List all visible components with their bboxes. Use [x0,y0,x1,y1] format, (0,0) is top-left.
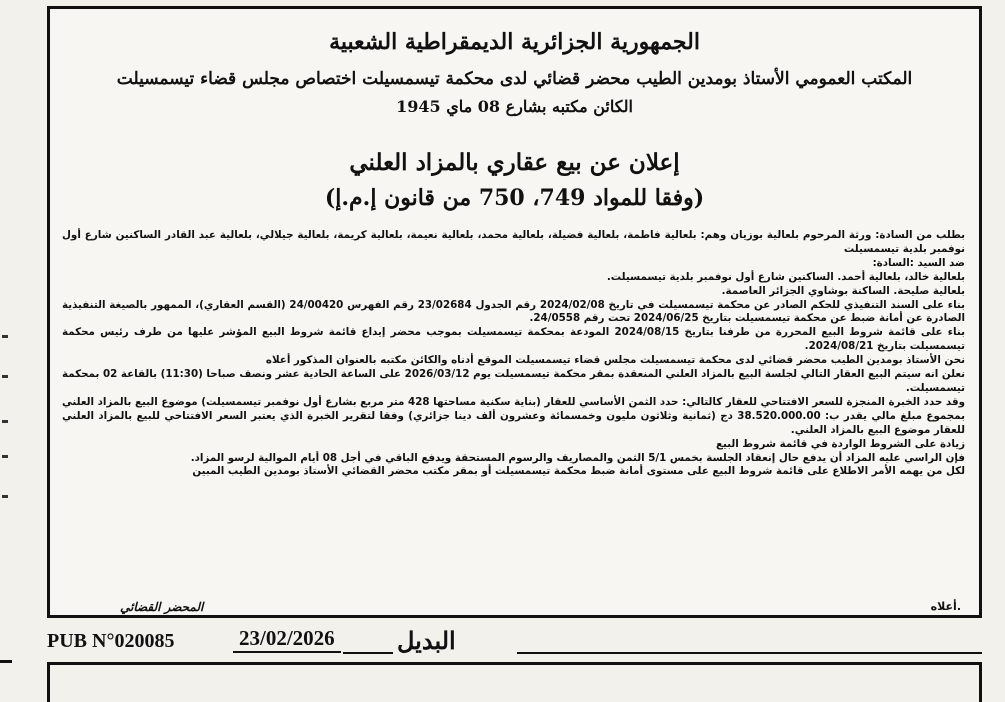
body-paragraph: ضد السيد :السادة: [872,256,965,269]
left-margin-marks [0,0,10,691]
publication-date: 23/02/2026 [233,626,341,653]
announcement-title: إعلان عن بيع عقاري بالمزاد العلني [349,149,680,176]
footer-rule [343,652,393,654]
body-paragraph: نعلن انه سيتم البيع العقار التالي لجلسة البيع بالمزاد العلني المنعقدة بمقر محكمة تيسمسيلت يوم 2026/03/12 على الساعة الحادية عشر ونصف صباحا (11:30) بالقاعة 02 بمحكمة تيسمسيلت. [62,368,966,394]
body-paragraph: زيادة على الشروط الواردة في قائمة شروط البيع [715,437,965,450]
announcement-subtitle: (وفقا للمواد 749، 750 من قانون إ.م.إ) [324,185,705,211]
body-paragraph: بناء على السند التنفيذي للحكم الصادر عن محكمة تيسمسيلت في تاريخ 2024/02/08 رقم الجدول 23/02684 رقم الفهرس 24/00420 (القسم العقاري)، الممهور بالصيغة التنفيذية الصادرة عن أمانة ضبط عن محكمة تيسمسيلت بتاريخ 2024/06/25 تحت رقم 24/0558. [62,298,966,325]
publication-footer [47,622,982,656]
announcement-body [62,229,965,479]
body-paragraph: فإن الراسي عليه المزاد أن يدفع حال إنعقاد الجلسة بخمس 5/1 الثمن والمصاريف والرسوم المستحقة ويدفع الباقي في أجل 08 أيام الموالية لرسو المزاد. [190,451,965,464]
office-address: الكائن مكتبه بشارع 08 ماي 1945 [396,97,633,116]
body-paragraph: بطلب من السادة: ورثة المرحوم بلعالية بوزيان وهم: بلعالية فاطمة، بلعالية فضيلة، بلعالية محمد، بلعالية نعيمة، بلعالية كريمة، بلعالية جيلالي، بلعالية عبد القادر الساكنين شارع أول نوفمبر بلدية تيسمسيلت [62,229,965,255]
office-heading: المكتب العمومي الأستاذ بومدين الطيب محضر قضائي لدى محكمة تيسمسيلت اختصاص مجلس قضاء تيسمسيلت [116,69,913,89]
body-paragraph: وقد حدد الخبرة المنجزة للسعر الافتتاحي للعقار كالتالي: حدد الثمن الأساسي للعقار (بناية سكنية مساحتها 428 متر مربع بشارع أول نوفمبر تيسمسيلت) موضوع البيع بالمزاد العلني بمجموع مبلغ مالي يقدر ب: 38.520.000.00 دج (ثمانية وثلاثون مليون وخمسمائة وعشرون ألف دينا جزائري) وفقا لتقرير الخبرة الذي يعتبر السعر الافتتاحي للبيع بالمزاد العلني للعقار موضوع البيع بالمزاد العلني. [62,395,965,436]
closing-word: أعلاه. [930,600,961,613]
announcement-frame [47,6,982,618]
next-announcement-frame [47,662,982,702]
left-rule [0,660,12,663]
body-paragraph: بناء على قائمة شروط البيع المحررة من طرفنا بتاريخ 2024/08/15 المودعة بمحكمة تيسمسيلت بموجب محضر إيداع قائمة شروط البيع المؤشر عليها من طرف رئيس محكمة تيسمسيلت بتاريخ 2024/08/21. [62,326,965,353]
signature-label: المحضر القضائي [120,600,204,614]
body-paragraph: بلعالية صليحة. الساكنة بوشاوي الجزائر العاصمة. [721,284,965,297]
footer-rule [517,652,982,654]
publication-number: PUB N°020085 [47,630,175,652]
republic-heading: الجمهورية الجزائرية الديمقراطية الشعبية [329,29,700,55]
body-paragraph: نحن الأستاذ بومدين الطيب محضر قضائي لدى محكمة تيسمسيلت مجلس قضاء تيسمسيلت الموقع أدناه والكائن مكتبه بالعنوان المذكور أعلاه [265,354,965,367]
newspaper-name: البديل [397,626,456,655]
body-paragraph: بلعالية خالد، بلعالية أحمد. الساكنين شارع أول نوفمبر بلدية تيسمسيلت. [606,270,965,283]
body-paragraph: لكل من يهمه الأمر الاطلاع على قائمة شروط البيع على مستوى أمانة ضبط محكمة تيسمسيلت أو بمقر مكتب محضر القضائي الأستاذ بومدين الطيب المبين [192,465,965,478]
